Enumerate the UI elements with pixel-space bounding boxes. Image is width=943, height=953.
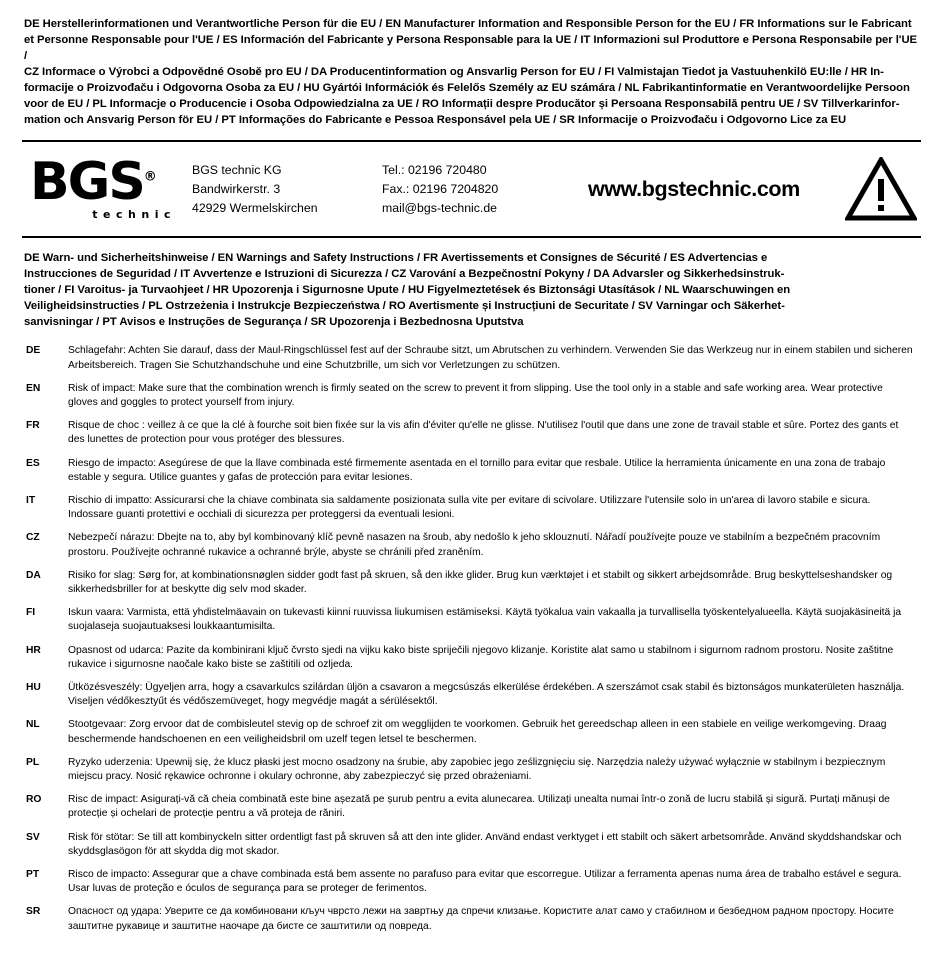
instruction-list bbox=[22, 344, 921, 934]
manufacturer-info-line: voor de EU / PL Informacje o Producencie i Osoba Odpowiedzialna za UE / RO Informații despre Producător și Persoana Responsabilă pentru UE / SV Tillverkarinfor- bbox=[24, 98, 900, 111]
warnings-heading-line: sanvisningar / PT Avisos e Instruções de Segurança / SR Upozorenja i Bezbednosna Uputstva bbox=[24, 316, 524, 329]
instruction-text: Rischio di impatto: Assicurarsi che la chiave combinata sia saldamente posizionata sulla vite per evitare di scivolare. Utilizzare l'utensile solo in un'area di lavoro stabile e sicura. Indossare guanti protettivi e occhiali di sicurezza per proteggersi da eventuali lesioni. bbox=[68, 495, 871, 521]
language-code: PL bbox=[26, 756, 40, 768]
language-code: FI bbox=[26, 607, 36, 619]
instruction-text: Opasnost od udarca: Pazite da kombinirani ključ čvrsto sjedi na vijku kako biste spriječili njegovo klizanje. Koristite alat samo u stabilnom i sigurnom radnom prostoru. Nosite zaštitne rukavice i sigurnosne naočale kako biste se zaštitili od ozljeda. bbox=[68, 644, 894, 670]
instruction-text: Stootgevaar: Zorg ervoor dat de combisleutel stevig op de schroef zit om wegglijden te voorkomen. Gebruik het gereedschap alleen in een stabiele en veilige werkomgeving. Draag beschermende handschoenen en een veiligheidsbril om uzelf tegen letsel te beschermen. bbox=[68, 719, 887, 745]
manufacturer-info-line: et Personne Responsable pour l'UE / ES Información del Fabricante y Persona Responsable para la UE / IT Informazioni sul Produttore e Persona Responsabile per l'UE / bbox=[24, 34, 918, 63]
manufacturer-info-line: formacije o Proizvođaču i Odgovorna Osoba za EU / HU Gyártói Információk és Felelős Személy az EU számára / NL Fabrikantinformatie en Verantwoordelijke Persoon bbox=[24, 82, 910, 95]
instruction-text: Ryzyko uderzenia: Upewnij się, że klucz płaski jest mocno osadzony na śrubie, aby zapobiec jego ześlizgnięciu się. Narzędzia należy używać wyłącznie w stabilnym i bezpiecznym miejscu pracy. Nosić rękawice ochronne i okulary ochronne, aby zabezpieczyć się przed obrażeniami. bbox=[68, 756, 886, 783]
instruction-text: Nebezpečí nárazu: Dbejte na to, aby byl kombinovaný klíč pevně nasazen na šroub, aby nedošlo k jeho sklouznutí. Nářadí používejte pouze ve stabilním a bezpečném pracovním prostoru. Používejte ochranné rukavice a ochranné brýle, abyste se chránili před zraněním. bbox=[68, 532, 881, 558]
language-code: RO bbox=[26, 794, 42, 806]
company-address bbox=[192, 161, 382, 218]
instruction-row bbox=[22, 718, 921, 746]
language-code: HR bbox=[26, 644, 41, 656]
company-band bbox=[22, 140, 921, 238]
instruction-row bbox=[22, 868, 921, 896]
instruction-text: Risc de impact: Asigurați-vă că cheia combinată este bine așezată pe șurub pentru a evita alunecarea. Utilizați unealta numai într-o zonă de lucru stabilă și sigură. Purtați mănuși de protecție și ochelari de protecție pentru a vă proteja de răniri. bbox=[68, 794, 890, 820]
instruction-text: Risco de impacto: Assegurar que a chave combinada está bem assente no parafuso para evitar que escorregue. Utilizar a ferramenta apenas numa área de trabalho estável e segura. Usar luvas de proteção e óculos de segurança para se proteger de ferimentos. bbox=[68, 869, 902, 895]
bgs-logo bbox=[22, 151, 192, 221]
language-code: SV bbox=[26, 831, 40, 843]
instruction-row bbox=[22, 569, 921, 597]
warnings-section-heading bbox=[22, 250, 921, 330]
manufacturer-info-heading bbox=[22, 16, 921, 128]
instruction-row bbox=[22, 793, 921, 821]
company-website[interactable]: www.bgstechnic.com bbox=[588, 176, 800, 201]
company-fax: Fax.: 02196 7204820 bbox=[382, 181, 499, 196]
instruction-text: Iskun vaara: Varmista, että yhdistelmäavain on tukevasti kiinni ruuvissa liukumisen estämiseksi. Käytä työkalua vain vakaalla ja turvallisella työskentelyalueella. Käytä suojakäsineitä ja suojalaseja suojautuaksesi loukkaantumisilta. bbox=[68, 607, 902, 633]
company-name: BGS technic KG bbox=[192, 162, 282, 177]
language-code: PT bbox=[26, 869, 40, 881]
instruction-text: Опасност од удара: Уверите се да комбиновани кључ чврсто лежи на завртњу да спречи клизање. Користите алат само у стабилном и безбедном радном простору. Носите заштитне рукавице и заштитне наочаре да бисте се заштитили од повреда. bbox=[68, 906, 894, 932]
logo-text: BGS bbox=[30, 151, 144, 212]
instruction-row bbox=[22, 905, 921, 933]
warnings-heading-line: DE Warn- und Sicherheitshinweise / EN Warnings and Safety Instructions / FR Avertissements et Consignes de Sécurité / ES Advertencias e bbox=[24, 252, 768, 265]
language-code: DE bbox=[26, 345, 41, 357]
language-code: SR bbox=[26, 906, 41, 918]
instruction-text: Risiko for slag: Sørg for, at kombinationsnøglen sidder godt fast på skruen, så den ikke glider. Brug kun værktøjet i et stabilt og sikkert arbejdsområde. Brug beskyttelseshandsker og sikkerhedsbriller for at beskytte dig selv mod skader. bbox=[68, 569, 893, 596]
warnings-heading-line: Veiligheidsinstructies / PL Ostrzeżenia i Instrukcje Bezpieczeństwa / RO Avertismente și Instrucțiuni de Securitate / SV Varningar och Säkerhet- bbox=[24, 300, 785, 313]
language-code: CZ bbox=[26, 532, 40, 544]
instruction-text: Risque de choc : veillez à ce que la clé à fourche soit bien fixée sur la vis afin d'éviter qu'elle ne glisse. N'utilisez l'outil que dans une zone de travail stable et sûre. Portez des gants et des lunettes de protection pour vous protéger des blessures. bbox=[68, 420, 899, 446]
instruction-text: Schlagefahr: Achten Sie darauf, dass der Maul-Ringschlüssel fest auf der Schraube sitzt, um Abrutschen zu verhindern. Verwenden Sie das Werkzeug nur in einem stabilen und sicheren Arbeitsbereich. Tragen Sie Schutzhandschuhe und eine Schutzbrille, um sich vor Verletzungen zu schützen. bbox=[68, 345, 913, 371]
company-email[interactable]: mail@bgs-technic.de bbox=[382, 200, 498, 215]
logo-subtext: technic bbox=[92, 207, 176, 221]
registered-trademark-icon: ® bbox=[143, 169, 157, 185]
language-code: IT bbox=[26, 495, 36, 506]
instruction-text: Risk för stötar: Se till att kombinyckeln sitter ordentligt fast på skruven så att den inte glider. Använd endast verktyget i ett stabilt och säkert arbetsområde. Använd skyddshandskar och skyddsglasögon för att skydda dig mot skador. bbox=[68, 831, 902, 857]
instruction-row bbox=[22, 494, 921, 522]
warnings-heading-line: Instrucciones de Seguridad / IT Avvertenze e Istruzioni di Sicurezza / CZ Varování a Bezpečnostní Pokyny / DA Advarsler og Sikkerhedsinstruk- bbox=[24, 268, 785, 281]
instruction-row bbox=[22, 344, 921, 372]
company-street: Bandwirkerstr. 3 bbox=[192, 181, 281, 196]
instruction-text: Ütközésveszély: Ügyeljen arra, hogy a csavarkulcs szilárdan üljön a csavaron a megcsúszás elkerülése érdekében. A szerszámot csak stabil és biztonságos munkaterületen használja. Viseljen védőkesztyűt és védőszemüveget, hogy megvédje magát a sérülésektől. bbox=[68, 682, 905, 708]
language-code: DA bbox=[26, 569, 41, 581]
instruction-row bbox=[22, 831, 921, 859]
manufacturer-info-line: CZ Informace o Výrobci a Odpovědné Osobě pro EU / DA Producentinformation og Ansvarlig Person for EU / FI Valmistajan Tiedot ja Vastuuhenkilö EU:lle / HR In- bbox=[24, 66, 884, 79]
instruction-row bbox=[22, 457, 921, 485]
instruction-row bbox=[22, 419, 921, 447]
manufacturer-info-line: mation och Ansvarig Person för EU / PT Informações do Fabricante e Pessoa Responsável pela UE / SR Informacije o Proizvođaču i Odgovorno Lice za EU bbox=[24, 114, 847, 127]
language-code: EN bbox=[26, 382, 41, 394]
instruction-row bbox=[22, 606, 921, 634]
instruction-text: Risk of impact: Make sure that the combination wrench is firmly seated on the screw to prevent it from slipping. Use the tool only in a stable and safe working area. Wear protective gloves and goggles to protect yourself from injury. bbox=[68, 382, 883, 408]
language-code: FR bbox=[26, 420, 40, 432]
instruction-row bbox=[22, 756, 921, 784]
instruction-row bbox=[22, 644, 921, 672]
manufacturer-info-line: DE Herstellerinformationen und Verantwortliche Person für die EU / EN Manufacturer Information and Responsible Person for the EU / FR Informations sur le Fabricant bbox=[24, 18, 912, 30]
company-telephone: Tel.: 02196 720480 bbox=[382, 162, 487, 177]
instruction-row bbox=[22, 531, 921, 559]
instruction-row bbox=[22, 382, 921, 410]
company-contact bbox=[382, 161, 582, 218]
language-code: ES bbox=[26, 457, 40, 469]
language-code: HU bbox=[26, 682, 41, 694]
company-city: 42929 Wermelskirchen bbox=[192, 200, 318, 215]
instruction-text: Riesgo de impacto: Asegúrese de que la llave combinada esté firmemente asentada en el tornillo para evitar que resbale. Utilice la herramienta únicamente en una zona de trabajo estable y segura. Utilice guantes y gafas de protección para evitar lesiones. bbox=[68, 457, 886, 483]
instruction-row bbox=[22, 681, 921, 709]
language-code: NL bbox=[26, 719, 40, 731]
warnings-heading-line: tioner / FI Varoitus- ja Turvaohjeet / HR Upozorenja i Sigurnosne Upute / HU Figyelmeztetések és Biztonsági Utasítások / NL Waarschuwingen en bbox=[24, 284, 791, 297]
warning-triangle-icon bbox=[837, 157, 921, 221]
logo-wordmark bbox=[30, 151, 192, 212]
